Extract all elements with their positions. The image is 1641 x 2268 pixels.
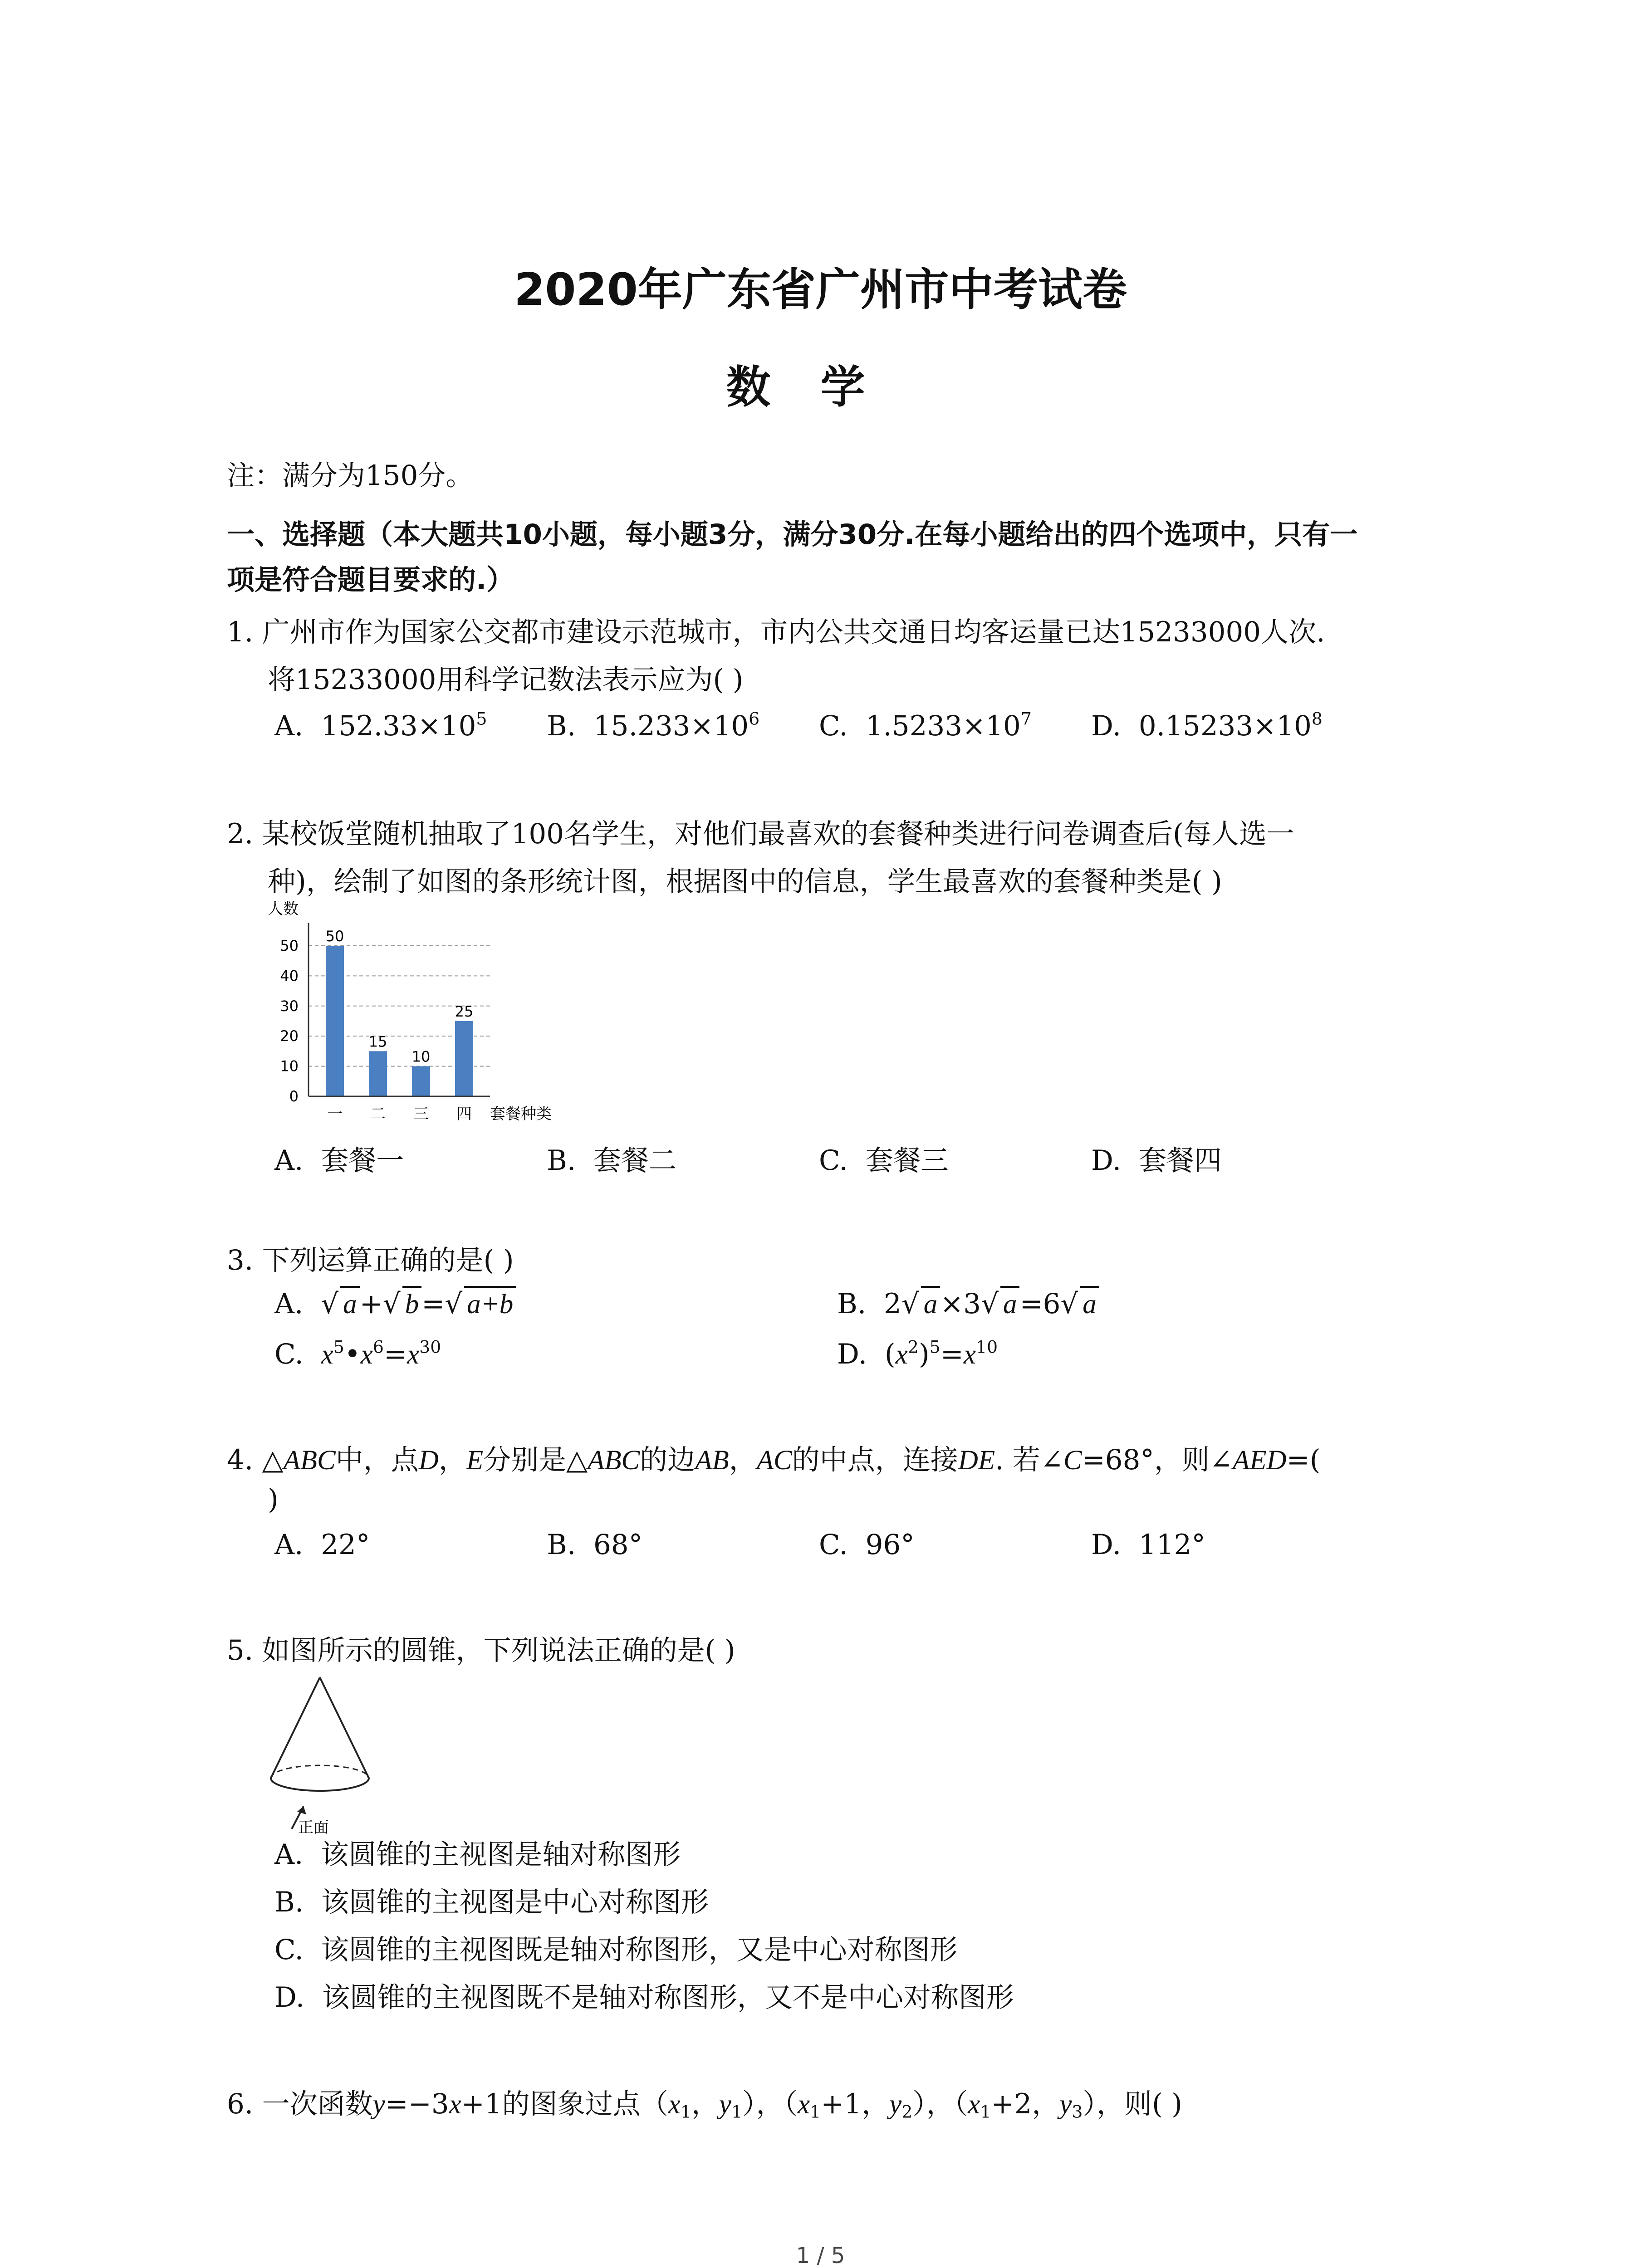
score-note: 注：满分为150分。 (227, 459, 474, 492)
q4-option-c: C. 96° (819, 1529, 915, 1561)
q3-option-d: D. $(x^2)^5=x^{10}$ (837, 1337, 998, 1370)
cone-left-edge (271, 1677, 320, 1778)
cone-figure (265, 1674, 383, 1842)
q4-stem-line2: ) (268, 1483, 279, 1515)
q3-stem: 3. 下列运算正确的是( ) (227, 1244, 514, 1276)
chart-ytick-labels (280, 937, 299, 1105)
q4-option-a: A. 22° (274, 1529, 370, 1561)
q3-option-b: B. 2√ a×3√ a=6√ a (837, 1286, 1099, 1320)
q2-option-b: B. 套餐二 (547, 1144, 677, 1177)
chart-data-label: 25 (455, 1003, 474, 1020)
q2-stem-line1: 2. 某校饭堂随机抽取了100名学生，对他们最喜欢的套餐种类进行问卷调查后(每人选一 (227, 818, 1294, 850)
chart-xtick-label: 二 (370, 1105, 386, 1123)
q4-stem-line1: 4. △ABC中，点D，E分别是△ABC的边AB，AC的中点，连接DE. 若∠C=68°，则∠AED=( (227, 1444, 1321, 1476)
q1-option-a: A. $152.33\times 10^5$ (274, 709, 487, 742)
q1-option-d: D. $0.15233\times 10^8$ (1091, 709, 1323, 742)
chart-bars (326, 946, 473, 1096)
q1-option-b: B. $15.233\times 10^6$ (547, 709, 760, 742)
cone-front-label: 正面 (298, 1818, 329, 1837)
cone-base-back (271, 1765, 369, 1778)
q1-option-c: C. $1.5233\times 10^7$ (819, 709, 1032, 742)
q4-option-d: D. 112° (1091, 1529, 1205, 1561)
q4-option-b: B. 68° (547, 1529, 643, 1561)
chart-xtick-labels (327, 1105, 472, 1123)
q5-option-a: A. 该圆锥的主视图是轴对称图形 (274, 1838, 681, 1871)
chart-bar (369, 1051, 387, 1096)
chart-ytick-label: 30 (280, 997, 299, 1015)
chart-xtick-label: 四 (456, 1105, 472, 1123)
q2-option-a: A. 套餐一 (274, 1144, 404, 1177)
chart-data-labels (326, 928, 474, 1066)
q3-option-a: A. √ a+√ b=√ a+b (274, 1286, 516, 1320)
exam-subject: 数学 (726, 362, 915, 413)
chart-ytick-label: 50 (280, 937, 299, 954)
q1-stem-line2: 将15233000用科学记数法表示应为( ) (268, 664, 744, 696)
chart-data-label: 50 (325, 928, 344, 945)
q3-option-c: C. $x^5•x^6=x^{30}$ (274, 1337, 441, 1370)
q6-stem: 6. 一次函数y=−3x+1的图象过点（$x_1$，$y_1$），（$x_1+1$，$y_2$），（$x_1+2$，$y_3$），则( ) (227, 2088, 1182, 2122)
q5-stem: 5. 如图所示的圆锥，下列说法正确的是( ) (227, 1634, 735, 1667)
chart-xlabel: 套餐种类 (490, 1105, 552, 1123)
chart-ytick-label: 20 (280, 1027, 299, 1045)
chart-ytick-label: 0 (289, 1088, 299, 1105)
q5-option-b: B. 该圆锥的主视图是中心对称图形 (274, 1886, 709, 1918)
cone-base-front (271, 1778, 369, 1791)
section-heading-line1: 一、选择题（本大题共10小题，每小题3分，满分30分.在每小题给出的四个选项中，只有一 (227, 518, 1358, 551)
exam-title: 2020年广东省广州市中考试卷 (514, 264, 1127, 316)
q1-stem-line1: 1. 广州市作为国家公交都市建设示范城市，市内公共交通日均客运量已达15233000人次. (227, 616, 1325, 648)
chart-data-label: 15 (368, 1033, 387, 1051)
chart-ylabel: 人数 (268, 900, 299, 918)
chart-xtick-label: 三 (413, 1105, 429, 1123)
front-arrowhead-icon (297, 1806, 306, 1814)
q2-option-c: C. 套餐三 (819, 1144, 949, 1177)
chart-data-label: 10 (411, 1048, 431, 1066)
section-heading-line2: 项是符合题目要求的.） (227, 564, 514, 596)
q5-option-c: C. 该圆锥的主视图既是轴对称图形，又是中心对称图形 (274, 1934, 958, 1966)
bar-chart (254, 900, 581, 1136)
q5-option-d: D. 该圆锥的主视图既不是轴对称图形，又不是中心对称图形 (274, 1981, 1014, 2014)
chart-bar (412, 1066, 430, 1096)
chart-ytick-label: 10 (280, 1057, 299, 1075)
page-number: 1 / 5 (796, 2243, 845, 2268)
q2-stem-line2: 种)，绘制了如图的条形统计图，根据图中的信息，学生最喜欢的套餐种类是( ) (268, 865, 1222, 898)
chart-ytick-label: 40 (280, 967, 299, 985)
q2-option-d: D. 套餐四 (1091, 1144, 1222, 1177)
cone-right-edge (320, 1677, 369, 1778)
chart-xtick-label: 一 (327, 1105, 343, 1123)
chart-bar (326, 946, 344, 1096)
chart-bar (455, 1021, 473, 1096)
